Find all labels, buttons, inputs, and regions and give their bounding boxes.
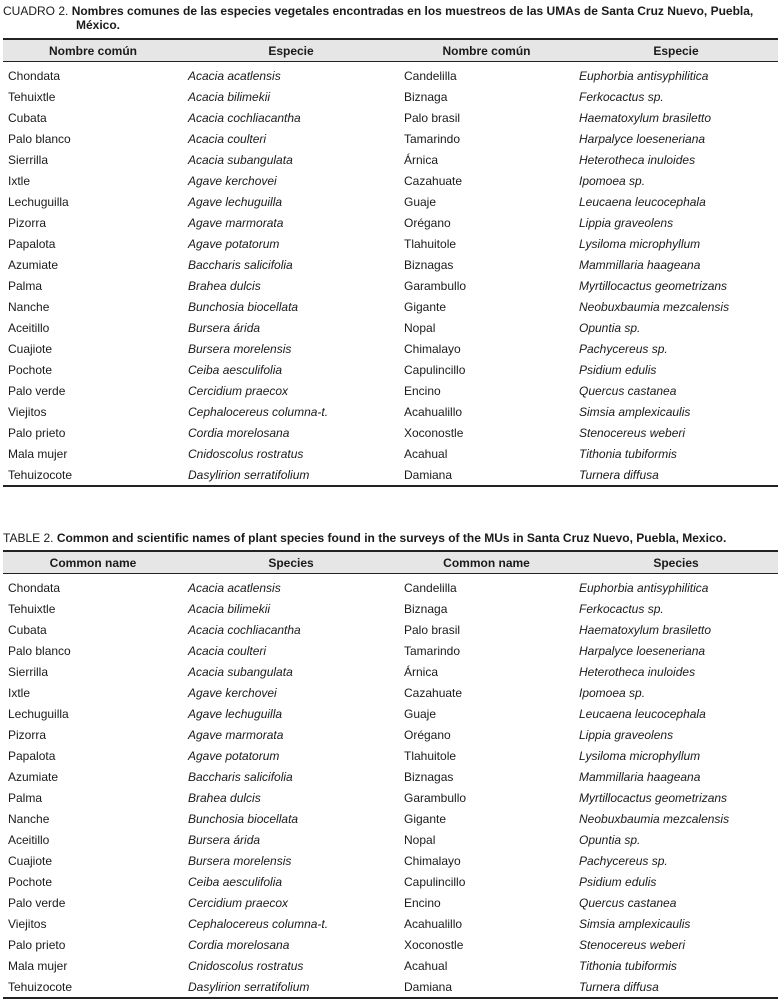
table-row: [3, 619, 778, 640]
common-name-cell: Chondata: [8, 68, 61, 83]
table-row: [3, 233, 778, 254]
table-row: [3, 829, 778, 850]
spanish-caption-text: Nombres comunes de las especies vegetales encontradas en los muestreos de las UMAs de Santa Cruz Nuevo, Puebla,: [71, 4, 754, 18]
common-name-cell: Chimalayo: [404, 853, 461, 868]
species-cell: Myrtillocactus geometrizans: [579, 790, 728, 805]
column-header-species: Species: [574, 551, 778, 574]
species-cell: Simsia amplexicaulis: [579, 916, 691, 931]
common-name-cell: Acahual: [404, 446, 448, 461]
common-name-cell: Palo verde: [8, 383, 66, 398]
common-name-cell: Cazahuate: [404, 173, 463, 188]
table-row: [3, 640, 778, 661]
common-name-cell: Árnica: [404, 664, 439, 679]
common-name-cell: Árnica: [404, 152, 439, 167]
common-name-cell: Orégano: [404, 215, 451, 230]
species-cell: Lysiloma microphyllum: [579, 748, 701, 763]
common-name-cell: Lechuguilla: [8, 194, 69, 209]
english-caption-text: Common and scientific names of plant species found in the surveys of the MUs in Santa Cruz Nuevo, Puebla, Mexico.: [56, 531, 727, 545]
species-cell: Psidium edulis: [579, 874, 657, 889]
table-row: [3, 212, 778, 233]
common-name-cell: Damiana: [399, 464, 574, 486]
table-row: [3, 380, 778, 401]
column-header-common-name: Common name: [399, 551, 574, 574]
common-name-cell: Chondata: [8, 580, 61, 595]
species-cell: Turnera diffusa: [574, 464, 778, 486]
common-name-cell: Aceitillo: [8, 320, 50, 335]
common-name-cell: Viejitos: [8, 916, 47, 931]
species-cell: Stenocereus weberi: [579, 937, 686, 952]
table-row: [3, 317, 778, 338]
common-name-cell: Ixtle: [8, 173, 31, 188]
common-name-cell: Azumiate: [8, 769, 59, 784]
table-body: [3, 62, 778, 487]
common-name-cell: Palo brasil: [404, 622, 461, 637]
english-species-table: [3, 550, 778, 999]
common-name-cell: Gigante: [404, 299, 447, 314]
species-cell: Cnidoscolus rostratus: [188, 958, 304, 973]
species-cell: Heterotheca inuloides: [579, 152, 696, 167]
species-cell: Stenocereus weberi: [579, 425, 686, 440]
common-name-cell: Tehuizocote: [3, 464, 183, 486]
common-name-cell: Palo blanco: [8, 643, 71, 658]
common-name-cell: Nanche: [8, 299, 50, 314]
common-name-cell: Acahualillo: [404, 404, 463, 419]
common-name-cell: Xoconostle: [404, 425, 464, 440]
table-row: [3, 892, 778, 913]
species-cell: Psidium edulis: [579, 362, 657, 377]
common-name-cell: Cubata: [8, 110, 47, 125]
species-cell: Opuntia sp.: [579, 832, 641, 847]
species-cell: Bursera morelensis: [188, 341, 292, 356]
common-name-cell: Biznagas: [404, 257, 454, 272]
table-row: [3, 296, 778, 317]
column-header-especie: Especie: [574, 39, 778, 62]
common-name-cell: Tlahuitole: [404, 236, 457, 251]
common-name-cell: Acahualillo: [404, 916, 463, 931]
common-name-cell: Cazahuate: [404, 685, 463, 700]
common-name-cell: Guaje: [404, 706, 437, 721]
common-name-cell: Chimalayo: [404, 341, 461, 356]
species-cell: Opuntia sp.: [579, 320, 641, 335]
table-row: [3, 934, 778, 955]
species-cell: Acacia bilimekii: [188, 89, 271, 104]
column-header-nombre-comun: Nombre común: [399, 39, 574, 62]
table-row: [3, 149, 778, 170]
species-cell: Cordia morelosana: [188, 937, 290, 952]
common-name-cell: Tamarindo: [404, 643, 461, 658]
species-cell: Bursera árida: [188, 832, 261, 847]
species-cell: Agave marmorata: [188, 215, 284, 230]
table-row: [3, 913, 778, 934]
column-header-common-name: Common name: [3, 551, 183, 574]
species-cell: Simsia amplexicaulis: [579, 404, 691, 419]
common-name-cell: Tlahuitole: [404, 748, 457, 763]
species-cell: Agave potatorum: [188, 748, 280, 763]
species-cell: Ipomoea sp.: [579, 685, 646, 700]
common-name-cell: Sierrilla: [8, 664, 49, 679]
species-cell: Harpalyce loeseneriana: [579, 131, 706, 146]
species-cell: Neobuxbaumia mezcalensis: [579, 299, 730, 314]
table-row: [3, 107, 778, 128]
common-name-cell: Lechuguilla: [8, 706, 69, 721]
common-name-cell: Capulincillo: [404, 874, 466, 889]
species-cell: Lippia graveolens: [579, 215, 674, 230]
species-cell: Agave potatorum: [188, 236, 280, 251]
common-name-cell: Palo brasil: [404, 110, 461, 125]
species-cell: Lippia graveolens: [579, 727, 674, 742]
species-cell: Pachycereus sp.: [579, 341, 668, 356]
spanish-species-table: [3, 38, 778, 487]
common-name-cell: Ixtle: [8, 685, 31, 700]
species-cell: Bursera morelensis: [188, 853, 292, 868]
species-cell: Agave lechuguilla: [188, 194, 283, 209]
species-cell: Myrtillocactus geometrizans: [579, 278, 728, 293]
species-cell: Acacia subangulata: [188, 152, 293, 167]
species-cell: Mammillaria haageana: [579, 257, 701, 272]
column-header-especie: Especie: [183, 39, 399, 62]
common-name-cell: Papalota: [8, 236, 56, 251]
species-cell: Cordia morelosana: [188, 425, 290, 440]
species-cell: Agave kerchovei: [188, 685, 277, 700]
common-name-cell: Palo verde: [8, 895, 66, 910]
table-row: [3, 766, 778, 787]
table-row: [3, 62, 778, 87]
common-name-cell: Biznagas: [404, 769, 454, 784]
species-cell: Acacia acatlensis: [188, 580, 281, 595]
species-cell: Euphorbia antisyphilitica: [579, 68, 709, 83]
common-name-cell: Palo prieto: [8, 425, 66, 440]
common-name-cell: Damiana: [399, 976, 574, 998]
common-name-cell: Mala mujer: [8, 958, 68, 973]
common-name-cell: Pochote: [8, 362, 53, 377]
species-cell: Acacia acatlensis: [188, 68, 281, 83]
common-name-cell: Capulincillo: [404, 362, 466, 377]
species-cell: Mammillaria haageana: [579, 769, 701, 784]
species-cell: Cephalocereus columna-t.: [188, 404, 329, 419]
table-row: [3, 401, 778, 422]
table-row: [3, 128, 778, 149]
table-row: [3, 275, 778, 296]
common-name-cell: Sierrilla: [8, 152, 49, 167]
species-cell: Harpalyce loeseneriana: [579, 643, 706, 658]
table-row: [3, 787, 778, 808]
species-cell: Baccharis salicifolia: [188, 257, 293, 272]
common-name-cell: Candelilla: [404, 68, 457, 83]
species-cell: Haematoxylum brasiletto: [579, 622, 712, 637]
species-cell: Ferkocactus sp.: [579, 601, 664, 616]
species-cell: Acacia coulteri: [188, 643, 267, 658]
table-row: [3, 976, 778, 998]
species-cell: Tithonia tubiformis: [579, 446, 677, 461]
table-row: [3, 808, 778, 829]
species-cell: Cercidium praecox: [188, 895, 289, 910]
table-row: [3, 464, 778, 486]
species-cell: Bursera árida: [188, 320, 261, 335]
common-name-cell: Nanche: [8, 811, 50, 826]
species-cell: Ceiba aesculifolia: [188, 874, 283, 889]
species-cell: Acacia cochliacantha: [188, 110, 301, 125]
species-cell: Ceiba aesculifolia: [188, 362, 283, 377]
common-name-cell: Biznaga: [404, 89, 448, 104]
common-name-cell: Palo blanco: [8, 131, 71, 146]
species-cell: Haematoxylum brasiletto: [579, 110, 712, 125]
species-cell: Neobuxbaumia mezcalensis: [579, 811, 730, 826]
table-row: [3, 661, 778, 682]
table-row: [3, 850, 778, 871]
common-name-cell: Mala mujer: [8, 446, 68, 461]
table-row: [3, 86, 778, 107]
species-cell: Dasylirion serratifolium: [183, 464, 399, 486]
species-cell: Turnera diffusa: [574, 976, 778, 998]
common-name-cell: Nopal: [404, 832, 436, 847]
common-name-cell: Tamarindo: [404, 131, 461, 146]
common-name-cell: Gigante: [404, 811, 447, 826]
species-cell: Ipomoea sp.: [579, 173, 646, 188]
table-row: [3, 703, 778, 724]
table-row: [3, 724, 778, 745]
spanish-caption-continuation: México.: [76, 18, 121, 32]
common-name-cell: Papalota: [8, 748, 56, 763]
species-cell: Agave lechuguilla: [188, 706, 283, 721]
species-cell: Lysiloma microphyllum: [579, 236, 701, 251]
table-row: [3, 359, 778, 380]
common-name-cell: Xoconostle: [404, 937, 464, 952]
species-cell: Bunchosia biocellata: [188, 811, 299, 826]
common-name-cell: Tehuixtle: [8, 89, 56, 104]
common-name-cell: Pizorra: [8, 727, 47, 742]
species-cell: Cnidoscolus rostratus: [188, 446, 304, 461]
table-row: [3, 598, 778, 619]
common-name-cell: Biznaga: [404, 601, 448, 616]
column-header-nombre-comun: Nombre común: [3, 39, 183, 62]
spanish-caption-label: CUADRO 2.: [3, 4, 69, 18]
common-name-cell: Encino: [404, 895, 441, 910]
common-name-cell: Tehuizocote: [3, 976, 183, 998]
english-table-caption: [3, 531, 779, 545]
table-row: [3, 338, 778, 359]
common-name-cell: Cubata: [8, 622, 47, 637]
common-name-cell: Palma: [8, 790, 43, 805]
table-row: [3, 682, 778, 703]
common-name-cell: Guaje: [404, 194, 437, 209]
species-cell: Acacia cochliacantha: [188, 622, 301, 637]
common-name-cell: Azumiate: [8, 257, 59, 272]
species-cell: Agave marmorata: [188, 727, 284, 742]
table-row: [3, 191, 778, 212]
common-name-cell: Pizorra: [8, 215, 47, 230]
species-cell: Heterotheca inuloides: [579, 664, 696, 679]
common-name-cell: Candelilla: [404, 580, 457, 595]
species-cell: Acacia bilimekii: [188, 601, 271, 616]
species-cell: Cercidium praecox: [188, 383, 289, 398]
table-body: [3, 574, 778, 999]
table-row: [3, 745, 778, 766]
species-cell: Brahea dulcis: [188, 790, 261, 805]
common-name-cell: Orégano: [404, 727, 451, 742]
common-name-cell: Cuajiote: [8, 853, 53, 868]
species-cell: Tithonia tubiformis: [579, 958, 677, 973]
species-cell: Pachycereus sp.: [579, 853, 668, 868]
table-row: [3, 955, 778, 976]
header-row: [3, 39, 778, 62]
species-cell: Brahea dulcis: [188, 278, 261, 293]
species-cell: Quercus castanea: [579, 895, 677, 910]
species-cell: Quercus castanea: [579, 383, 677, 398]
english-caption-label: TABLE 2.: [3, 531, 54, 545]
common-name-cell: Palo prieto: [8, 937, 66, 952]
common-name-cell: Encino: [404, 383, 441, 398]
common-name-cell: Cuajiote: [8, 341, 53, 356]
table-row: [3, 170, 778, 191]
table-row: [3, 254, 778, 275]
common-name-cell: Tehuixtle: [8, 601, 56, 616]
common-name-cell: Garambullo: [404, 790, 467, 805]
column-header-species: Species: [183, 551, 399, 574]
species-cell: Dasylirion serratifolium: [183, 976, 399, 998]
table-row: [3, 574, 778, 599]
species-cell: Ferkocactus sp.: [579, 89, 664, 104]
species-cell: Baccharis salicifolia: [188, 769, 293, 784]
common-name-cell: Nopal: [404, 320, 436, 335]
header-row: [3, 551, 778, 574]
species-cell: Leucaena leucocephala: [579, 194, 706, 209]
species-cell: Bunchosia biocellata: [188, 299, 299, 314]
common-name-cell: Garambullo: [404, 278, 467, 293]
table-row: [3, 443, 778, 464]
table-row: [3, 871, 778, 892]
common-name-cell: Acahual: [404, 958, 448, 973]
common-name-cell: Pochote: [8, 874, 53, 889]
common-name-cell: Palma: [8, 278, 43, 293]
table-row: [3, 422, 778, 443]
species-cell: Cephalocereus columna-t.: [188, 916, 329, 931]
species-cell: Acacia subangulata: [188, 664, 293, 679]
species-cell: Agave kerchovei: [188, 173, 277, 188]
common-name-cell: Aceitillo: [8, 832, 50, 847]
spanish-table-caption: [3, 4, 779, 32]
species-cell: Leucaena leucocephala: [579, 706, 706, 721]
species-cell: Acacia coulteri: [188, 131, 267, 146]
species-cell: Euphorbia antisyphilitica: [579, 580, 709, 595]
common-name-cell: Viejitos: [8, 404, 47, 419]
